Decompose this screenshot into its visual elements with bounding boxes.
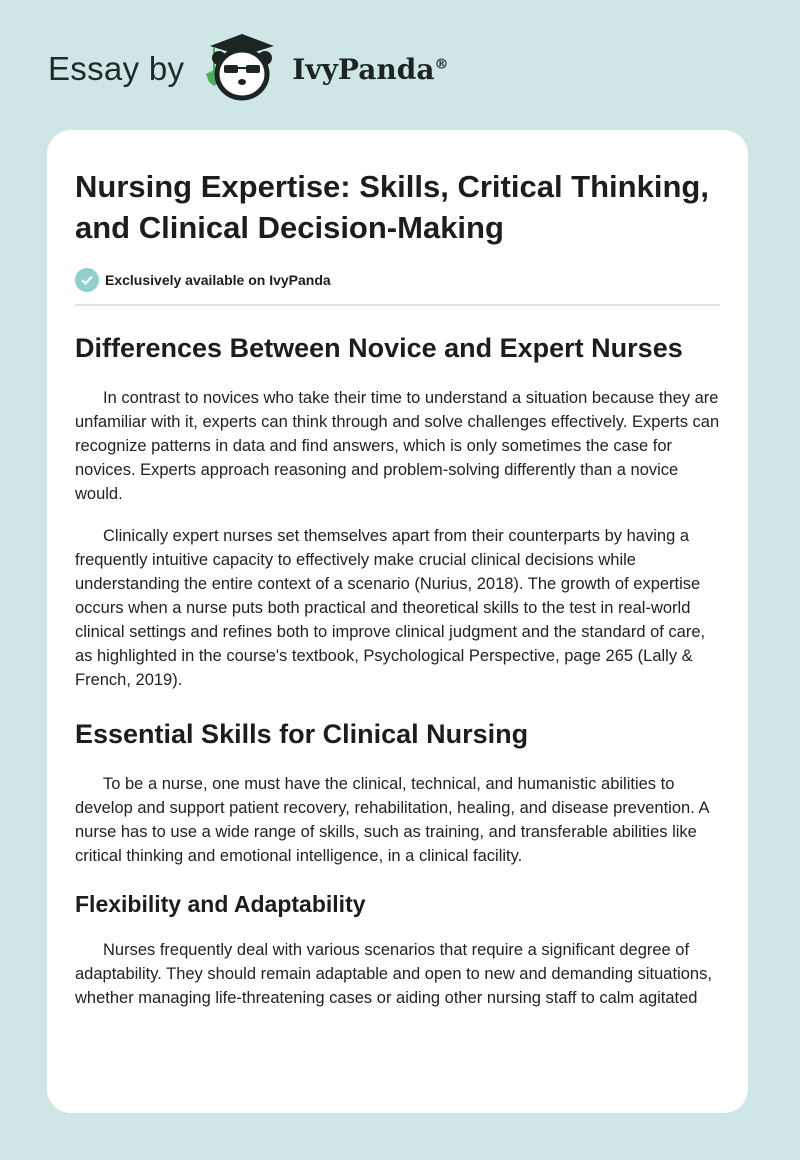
registered-mark: ® [434,56,449,73]
paragraph: Nurses frequently deal with various scenarios that require a significant degree of adaptability. They should remain adaptable and open to new and demanding situations, whether managing life-threatening cases or aiding other nursing staff to calm agitated [75,941,712,1007]
divider [75,304,720,306]
exclusive-label: Exclusively available on IvyPanda [105,272,331,288]
paragraph: In contrast to novices who take their time to understand a situation because they are unfamiliar with it, experts can think through and solve challenges effectively. Experts can recognize patterns in data and find answers, which is only sometimes the case for novices. Experts approach reasoning and problem-solving differently than a novice would. [75,389,720,503]
brand-text: IvyPanda [292,52,435,86]
essay-card [47,130,748,1113]
panda-logo-icon[interactable] [202,32,282,107]
section-heading: Differences Between Novice and Expert Nurses [75,333,683,363]
exclusive-badge [75,268,720,292]
paragraph: Clinically expert nurses set themselves apart from their counterparts by having a frequently intuitive capacity to effectively make crucial clinical decisions while understanding the entire context of a scenario (Nurius, 2018). The growth of expertise occurs when a nurse puts both practical and theoretical skills to the test in real-world clinical settings and refines both to improve clinical judgment and the standard of care, as highlighted in the course's textbook, Psychological Perspective, page 265 (Lally & French, 2019). [75,527,706,689]
paragraph: To be a nurse, one must have the clinical, technical, and humanistic abilities to develop and support patient recovery, rehabilitation, healing, and disease prevention. A nurse has to use a wide range of skills, such as training, and transferable abilities like critical thinking and emotional intelligence, in a clinical facility. [75,775,709,865]
site-header [48,34,448,104]
check-icon [75,268,99,292]
page-title: Nursing Expertise: Skills, Critical Thinking, and Clinical Decision-Making [75,169,709,245]
section-heading: Essential Skills for Clinical Nursing [75,719,529,749]
brand-name[interactable] [292,53,448,86]
subsection-heading: Flexibility and Adaptability [75,891,366,917]
essay-by-label: Essay by [48,50,185,87]
